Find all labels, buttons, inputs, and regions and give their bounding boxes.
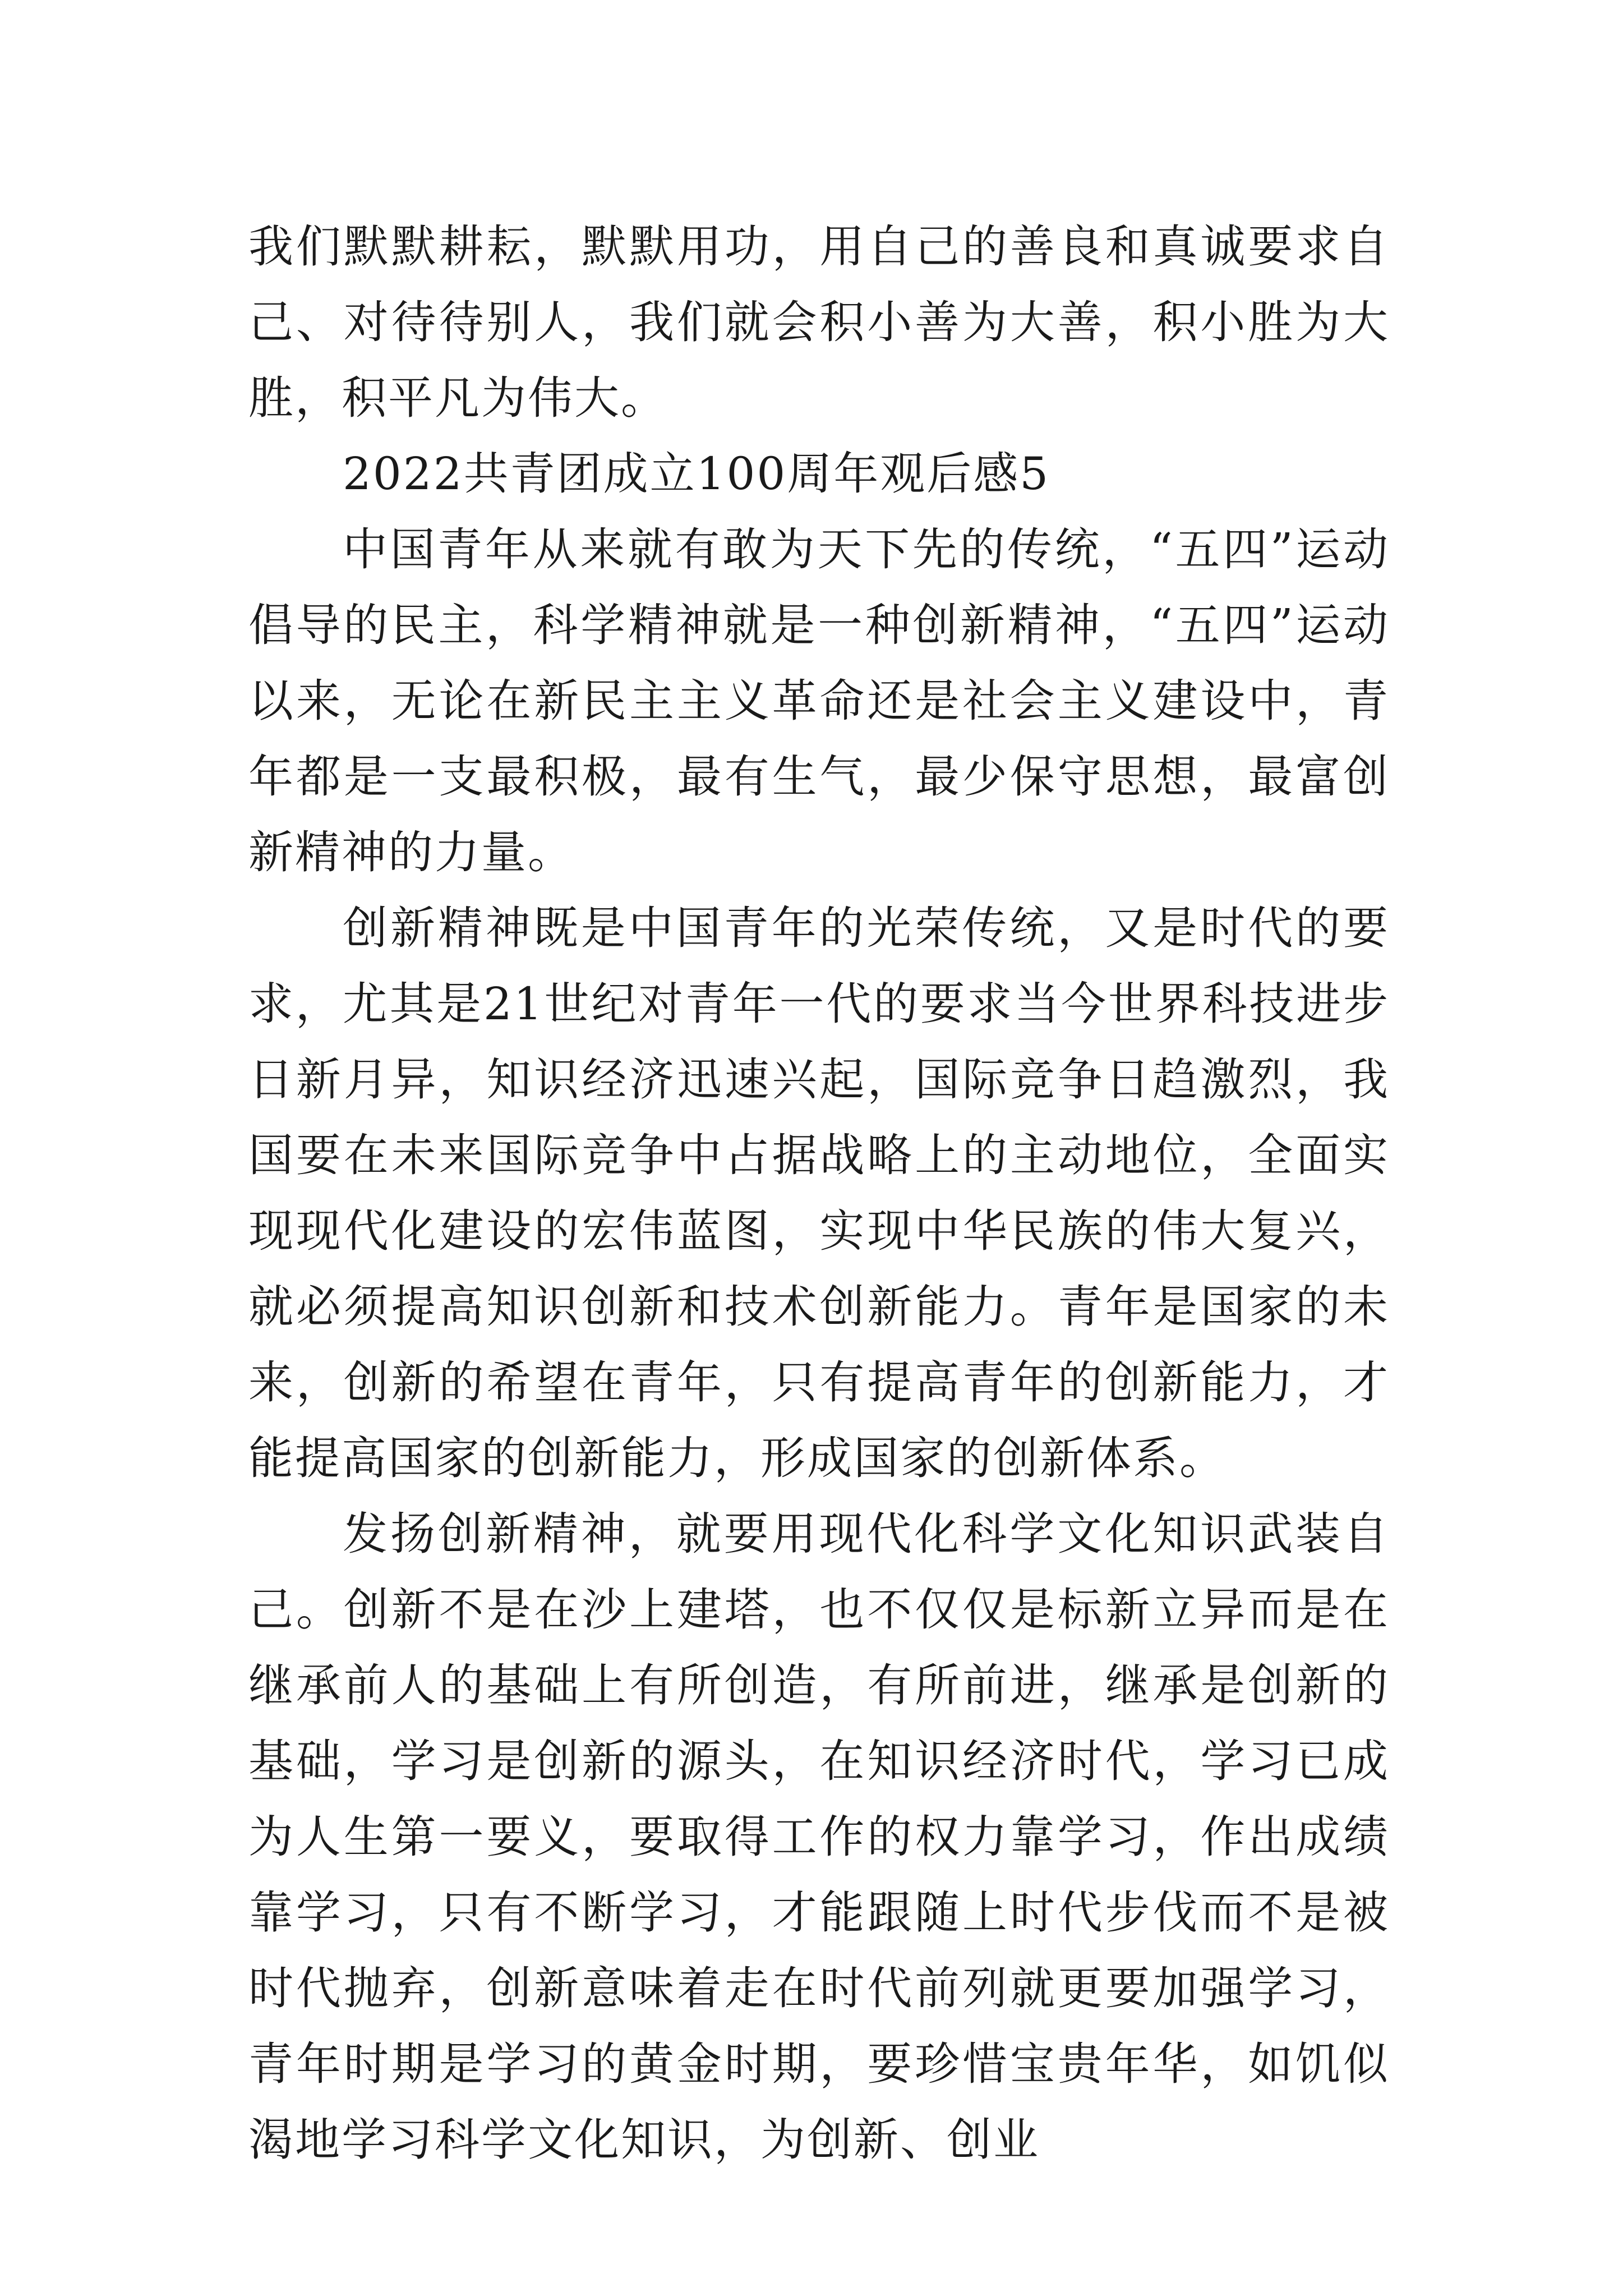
paragraph: 发扬创新精神，就要用现代化科学文化知识武装自己。创新不是在沙上建塔，也不仅仅是标新立异而是在继承前人的基础上有所创造，有所前进，继承是创新的基础，学习是创新的源头，在知识经济时代，学习已成为人生第一要义，要取得工作的权力靠学习，作出成绩靠学习，只有不断学习，才能跟随上时代步伐而不是被时代抛弃，创新意味着走在时代前列就更要加强学习，青年时期是学习的黄金时期，要珍惜宝贵年华，如饥似渴地学习科学文化知识，为创新、创业 xyxy=(248,1508,1390,2166)
paragraph-continued: 我们默默耕耘，默默用功，用自己的善良和真诚要求自己、对待待别人，我们就会积小善为大善，积小胜为大胜，积平凡为伟大。 xyxy=(248,220,1390,424)
document-body xyxy=(248,209,1390,2178)
section-heading: 2022共青团成立100周年观后感5 xyxy=(343,448,1050,500)
paragraph: 中国青年从来就有敢为天下先的传统，“五四”运动倡导的民主，科学精神就是一种创新精神，“五四”运动以来，无论在新民主主义革命还是社会主义建设中，青年都是一支最积极，最有生气，最少保守思想，最富创新精神的力量。 xyxy=(248,523,1390,878)
paragraph: 创新精神既是中国青年的光荣传统，又是时代的要求，尤其是21世纪对青年一代的要求当今世界科技进步日新月异，知识经济迅速兴起，国际竞争日趋激烈，我国要在未来国际竞争中占据战略上的主动地位，全面实现现代化建设的宏伟蓝图，实现中华民族的伟大复兴，就必须提高知识创新和技术创新能力。青年是国家的未来，创新的希望在青年，只有提高青年的创新能力，才能提高国家的创新能力，形成国家的创新体系。 xyxy=(248,902,1390,1484)
